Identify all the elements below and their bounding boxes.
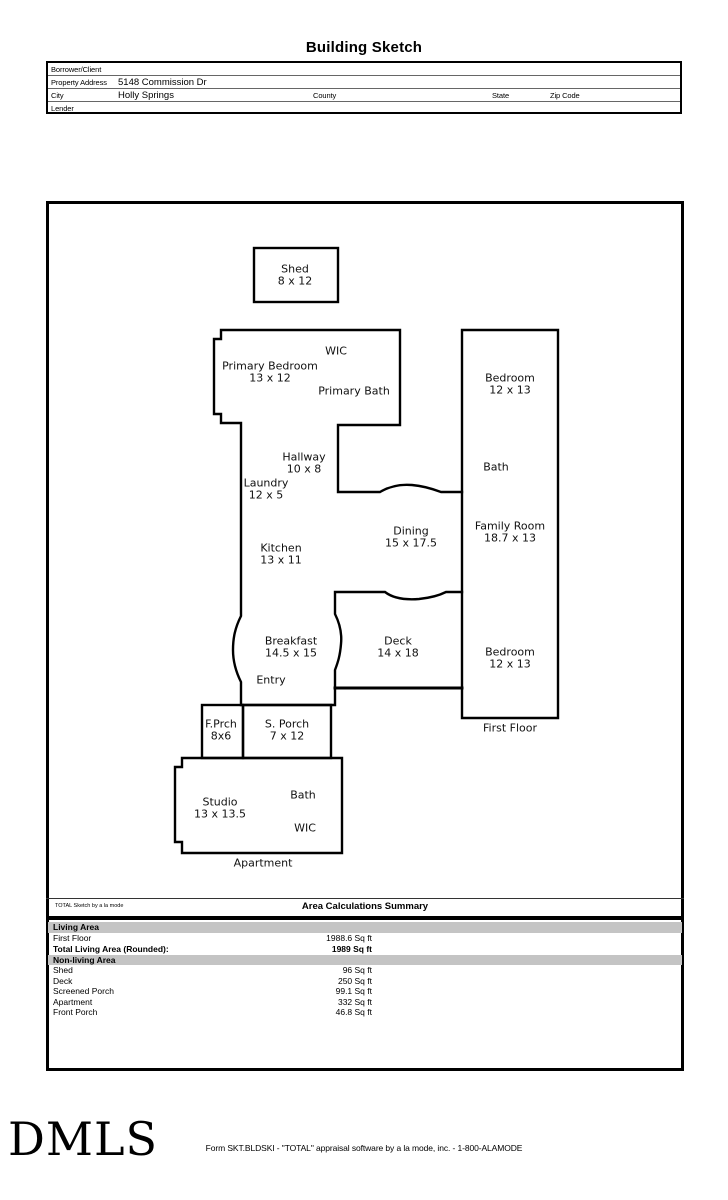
room-label-studio: Studio 13 x 13.5 [194,795,246,820]
city-label: City [51,91,64,100]
zip-code-label: Zip Code [550,91,580,100]
room-label-bedroom-top: Bedroom 12 x 13 [485,371,535,396]
room-label-dining: Dining 15 x 17.5 [385,524,437,549]
page-title: Building Sketch [305,39,423,56]
lender-label: Lender [51,104,74,113]
room-label-entry: Entry [256,673,286,687]
summary-row-apartment: Apartment 332 Sq ft [53,996,372,1007]
caption-first-floor: First Floor [482,721,538,735]
room-label-wic-apartment: WIC [294,821,316,835]
borrower-label: Borrower/Client [51,65,102,74]
room-label-family-room: Family Room 18.7 x 13 [474,519,546,544]
summary-row-total-living: Total Living Area (Rounded): 1989 Sq ft [53,943,372,954]
property-address-row [48,76,680,89]
caption-apartment: Apartment [233,856,293,870]
summary-title: Area Calculations Summary [301,901,429,912]
sketch-software-brand: TOTAL Sketch by a la mode [55,903,124,909]
room-label-hallway: Hallway 10 x 8 [282,450,326,475]
city-county-state-zip-row [48,89,680,102]
room-label-laundry: Laundry 12 x 5 [243,476,289,501]
summary-top-divider [46,898,684,899]
room-label-breakfast: Breakfast 14.5 x 15 [264,634,318,659]
room-label-deck: Deck 14 x 18 [377,634,419,659]
room-label-screened-porch: S. Porch 7 x 12 [264,717,310,742]
room-label-primary-bath: Primary Bath [318,384,390,398]
city-value: Holly Springs [118,90,174,101]
borrower-row [48,63,680,76]
summary-thick-divider [47,916,683,920]
room-label-bedroom-bottom: Bedroom 12 x 13 [485,645,535,670]
summary-row-shed: Shed 96 Sq ft [53,965,372,975]
nonliving-area-header: Non-living Area [48,955,682,966]
state-label: State [492,91,510,100]
dmls-logo: DMLS [8,1112,159,1166]
summary-row-front-porch: Front Porch 46.8 Sq ft [53,1007,372,1017]
room-label-bath-right: Bath [483,460,509,474]
form-identifier-line: Form SKT.BLDSKI - "TOTAL" appraisal software by a la mode, inc. - 1-800-ALAMODE [205,1143,523,1153]
property-address-value: 5148 Commission Dr [118,77,207,88]
summary-row-deck: Deck 250 Sq ft [53,975,372,986]
room-label-shed: Shed 8 x 12 [277,262,313,287]
summary-row-screened-porch: Screened Porch 99.1 Sq ft [53,986,372,996]
summary-row-first-floor: First Floor 1988.6 Sq ft [53,933,372,943]
county-label: County [313,91,337,100]
room-label-primary-bedroom: Primary Bedroom 13 x 12 [222,359,318,384]
room-label-bath-apartment: Bath [290,788,316,802]
lender-row [48,102,680,116]
property-address-label: Property Address [51,78,107,87]
room-label-front-porch: F.Prch 8x6 [205,717,237,742]
room-label-wic-main: WIC [325,344,347,358]
room-label-kitchen: Kitchen 13 x 11 [260,541,302,566]
property-info-table [46,61,682,114]
living-area-header: Living Area [48,922,682,933]
